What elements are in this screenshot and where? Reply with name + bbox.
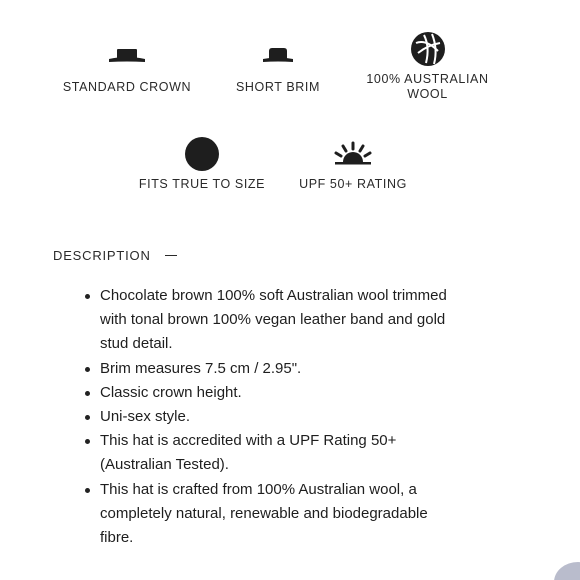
- feature-upf-rating: [283, 131, 423, 192]
- list-item-line: Classic crown height.: [100, 383, 242, 401]
- feature-fits-true-to-size: [132, 131, 272, 192]
- description-accordion-toggle[interactable]: [53, 248, 177, 263]
- feature-label: SHORT BRIM: [235, 80, 321, 94]
- list-item-line: with tonal brown 100% vegan leather band and gold: [100, 311, 446, 329]
- list-item-line: completely natural, renewable and biodegradable: [100, 504, 428, 522]
- list-item-line: Chocolate brown 100% soft Australian wool trimmed: [100, 287, 447, 304]
- feature-standard-crown: [57, 34, 197, 95]
- hat-crown-icon: [107, 34, 147, 80]
- feature-label-line: WOOL: [407, 87, 448, 101]
- list-item: [100, 429, 520, 477]
- list-item-line: This hat is crafted from 100% Australian wool, a: [100, 480, 417, 498]
- list-item-line: stud detail.: [100, 335, 173, 353]
- list-item: [100, 284, 520, 357]
- list-item-line: Uni-sex style.: [100, 408, 191, 426]
- feature-label: [366, 72, 488, 102]
- circle-icon: [183, 131, 221, 177]
- wool-ball-icon: [408, 26, 448, 72]
- feature-label: FITS TRUE TO SIZE: [138, 177, 266, 191]
- list-item-line: (Australian Tested).: [100, 456, 229, 474]
- feature-australian-wool: [355, 34, 500, 102]
- description-list: [100, 284, 520, 550]
- list-item: [100, 357, 520, 381]
- hat-brim-icon: [258, 34, 298, 80]
- list-item: [100, 478, 520, 551]
- list-item-line: This hat is accredited with a UPF Rating 50+: [100, 432, 397, 450]
- sun-icon: [333, 131, 373, 177]
- corner-decoration: [554, 562, 580, 580]
- feature-short-brim: [208, 34, 348, 95]
- list-item-line: fibre.: [100, 529, 134, 547]
- minus-icon[interactable]: [165, 255, 177, 257]
- description-heading: DESCRIPTION: [53, 248, 151, 263]
- feature-label: STANDARD CROWN: [62, 80, 192, 94]
- list-item: [100, 381, 520, 405]
- list-item: [100, 405, 520, 429]
- feature-label-line: 100% AUSTRALIAN: [366, 72, 489, 86]
- list-item-line: Brim measures 7.5 cm / 2.95".: [100, 359, 302, 377]
- feature-label: UPF 50+ RATING: [299, 177, 407, 191]
